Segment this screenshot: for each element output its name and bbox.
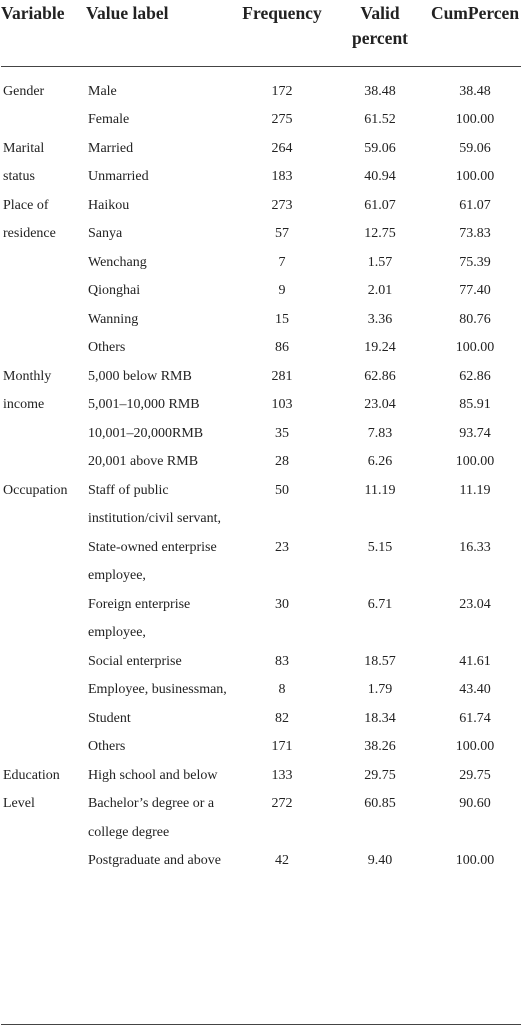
valid-percent-cell: 19.24 xyxy=(364,340,396,355)
table-row xyxy=(1,249,521,278)
cum-percent-cell: 29.75 xyxy=(459,767,491,783)
header-value-label: Value label xyxy=(86,3,169,23)
cum-percent-cell: 59.06 xyxy=(459,140,491,156)
table-header xyxy=(1,0,521,66)
table-row xyxy=(1,306,521,335)
frequency-cell: 273 xyxy=(271,197,293,213)
value-label-cell: Employee, businessman, xyxy=(88,682,227,697)
value-label-cell: Others xyxy=(88,340,126,355)
table-row xyxy=(1,334,521,363)
table-row xyxy=(1,363,521,392)
valid-percent-cell: 6.71 xyxy=(367,596,393,612)
value-label-cell: Unmarried xyxy=(88,169,149,184)
table-row xyxy=(1,676,521,705)
cum-percent-cell: 38.48 xyxy=(459,83,491,99)
table-row xyxy=(1,106,521,135)
variable-cell: Gender xyxy=(3,83,45,99)
value-label-cell: Male xyxy=(88,83,117,99)
valid-percent-cell: 18.34 xyxy=(364,710,396,726)
variable-cell xyxy=(1,648,86,677)
value-label-cell: 5,001–10,000 RMB xyxy=(88,397,200,412)
cum-percent-cell: 100.00 xyxy=(455,112,495,127)
value-label-cell: Wanning xyxy=(88,311,139,327)
cum-percent-cell: 62.86 xyxy=(459,368,491,384)
variable-cell: Occupation xyxy=(3,482,68,498)
variable-cell xyxy=(1,534,86,591)
frequency-cell: 133 xyxy=(271,767,293,783)
table-row xyxy=(1,705,521,734)
table-row xyxy=(1,66,521,106)
variable-cell xyxy=(1,306,86,335)
cum-percent-cell: 73.83 xyxy=(459,226,491,241)
cum-percent-cell: 43.40 xyxy=(459,682,491,697)
valid-percent-cell: 12.75 xyxy=(364,226,396,241)
valid-percent-cell: 59.06 xyxy=(364,140,396,156)
demographics-table xyxy=(1,0,521,876)
table-row xyxy=(1,135,521,164)
cum-percent-cell: 61.07 xyxy=(459,197,491,213)
cum-percent-cell: 100.00 xyxy=(455,454,495,469)
frequency-cell: 272 xyxy=(271,796,293,811)
value-label-cell: High school and below xyxy=(88,767,218,783)
valid-percent-cell: 29.75 xyxy=(364,767,396,783)
cum-percent-cell: 100.00 xyxy=(455,169,495,184)
valid-percent-cell: 61.52 xyxy=(364,112,396,127)
cum-percent-cell: 90.60 xyxy=(459,796,491,811)
frequency-cell: 42 xyxy=(275,853,289,868)
value-label-cell: Haikou xyxy=(88,197,130,213)
frequency-cell: 50 xyxy=(275,482,289,498)
variable-cell xyxy=(1,106,86,135)
value-label-cell: Qionghai xyxy=(88,283,141,298)
valid-percent-cell: 1.57 xyxy=(367,254,393,270)
frequency-cell: 23 xyxy=(275,539,289,555)
cum-percent-cell: 93.74 xyxy=(459,425,491,441)
variable-cell xyxy=(1,676,86,705)
table-row xyxy=(1,477,521,534)
frequency-cell: 8 xyxy=(278,682,286,697)
value-label-cell: Social enterprise xyxy=(88,653,182,669)
value-label-cell: Married xyxy=(88,140,134,156)
table-row xyxy=(1,534,521,591)
table-body xyxy=(1,66,521,876)
table-row xyxy=(1,220,521,249)
cum-percent-cell: 61.74 xyxy=(459,710,491,726)
frequency-cell: 183 xyxy=(271,169,293,184)
value-label-cell: Student xyxy=(88,710,131,726)
variable-cell xyxy=(1,334,86,363)
table-row xyxy=(1,591,521,648)
frequency-cell: 86 xyxy=(275,340,289,355)
frequency-cell: 9 xyxy=(278,283,286,298)
bottom-rule xyxy=(1,1024,521,1025)
table-row xyxy=(1,648,521,677)
header-cum-percent: CumPercen xyxy=(430,3,520,23)
valid-percent-cell: 38.26 xyxy=(364,739,396,754)
table-row xyxy=(1,420,521,449)
table-row xyxy=(1,733,521,762)
variable-cell xyxy=(1,847,86,876)
variable-cell xyxy=(1,420,86,449)
variable-cell xyxy=(1,249,86,278)
valid-percent-cell: 3.36 xyxy=(367,311,393,327)
frequency-cell: 82 xyxy=(275,710,289,726)
value-label-cell: 20,001 above RMB xyxy=(88,454,199,469)
value-label-cell: Wenchang xyxy=(88,254,147,270)
table-row xyxy=(1,762,521,791)
cum-percent-cell: 100.00 xyxy=(455,853,495,868)
variable-cell: Place of xyxy=(3,197,49,213)
frequency-cell: 172 xyxy=(271,83,293,99)
frequency-cell: 171 xyxy=(271,739,293,754)
variable-cell xyxy=(1,733,86,762)
value-label-cell: Bachelor’s degree or a college degree xyxy=(88,796,215,840)
variable-cell xyxy=(1,277,86,306)
valid-percent-cell: 2.01 xyxy=(367,283,393,298)
value-label-cell: Female xyxy=(88,112,130,127)
valid-percent-cell: 1.79 xyxy=(367,682,393,697)
cum-percent-cell: 41.61 xyxy=(459,653,491,669)
value-label-cell: 10,001–20,000RMB xyxy=(88,425,204,441)
valid-percent-cell: 60.85 xyxy=(364,796,396,811)
table-row xyxy=(1,163,521,192)
frequency-cell: 264 xyxy=(271,140,293,156)
header-valid-percent: Valid percent xyxy=(351,3,409,48)
header-row xyxy=(1,0,521,66)
cum-percent-cell: 100.00 xyxy=(455,739,495,754)
frequency-cell: 57 xyxy=(275,226,289,241)
frequency-cell: 30 xyxy=(275,596,289,612)
variable-cell: status xyxy=(3,169,35,184)
cum-percent-cell: 100.00 xyxy=(455,340,495,355)
table-row xyxy=(1,391,521,420)
value-label-cell: Postgraduate and above xyxy=(88,853,221,868)
variable-cell xyxy=(1,591,86,648)
value-label-cell: Foreign enterprise employee, xyxy=(88,596,191,640)
value-label-cell: Sanya xyxy=(88,226,123,241)
valid-percent-cell: 62.86 xyxy=(364,368,396,384)
cum-percent-cell: 80.76 xyxy=(459,311,491,327)
variable-cell: Level xyxy=(3,796,35,811)
cum-percent-cell: 77.40 xyxy=(459,283,491,298)
cum-percent-cell: 23.04 xyxy=(459,596,491,612)
variable-cell xyxy=(1,448,86,477)
table-row xyxy=(1,448,521,477)
variable-cell: residence xyxy=(3,226,56,241)
valid-percent-cell: 11.19 xyxy=(364,482,396,498)
cum-percent-cell: 16.33 xyxy=(459,539,491,555)
valid-percent-cell: 7.83 xyxy=(367,425,393,441)
frequency-cell: 103 xyxy=(271,397,293,412)
variable-cell: income xyxy=(3,397,45,412)
table-row xyxy=(1,790,521,847)
value-label-cell: Others xyxy=(88,739,126,754)
frequency-cell: 281 xyxy=(271,368,293,384)
value-label-cell: State-owned enterprise employee, xyxy=(88,539,217,583)
frequency-cell: 83 xyxy=(275,653,289,669)
variable-cell: Monthly xyxy=(3,368,52,384)
valid-percent-cell: 9.40 xyxy=(367,853,393,868)
frequency-cell: 35 xyxy=(275,425,289,441)
table-row xyxy=(1,277,521,306)
frequency-cell: 275 xyxy=(271,112,293,127)
variable-cell: Education xyxy=(3,767,60,783)
frequency-cell: 7 xyxy=(278,254,286,270)
valid-percent-cell: 5.15 xyxy=(367,539,393,555)
valid-percent-cell: 40.94 xyxy=(364,169,396,184)
header-frequency: Frequency xyxy=(242,3,322,23)
value-label-cell: 5,000 below RMB xyxy=(88,368,192,384)
frequency-cell: 28 xyxy=(275,454,289,469)
valid-percent-cell: 23.04 xyxy=(364,397,396,412)
valid-percent-cell: 61.07 xyxy=(364,197,396,213)
valid-percent-cell: 6.26 xyxy=(367,454,393,469)
valid-percent-cell: 38.48 xyxy=(364,83,396,99)
value-label-cell: Staff of public institution/civil servant, xyxy=(88,482,221,526)
variable-cell xyxy=(1,705,86,734)
cum-percent-cell: 85.91 xyxy=(459,397,491,412)
header-variable: Variable xyxy=(1,3,65,23)
variable-cell: Marital xyxy=(3,140,45,156)
valid-percent-cell: 18.57 xyxy=(364,653,396,669)
cum-percent-cell: 11.19 xyxy=(459,482,491,498)
table-row xyxy=(1,847,521,876)
frequency-cell: 15 xyxy=(275,311,289,327)
table-row xyxy=(1,192,521,221)
cum-percent-cell: 75.39 xyxy=(459,254,491,270)
